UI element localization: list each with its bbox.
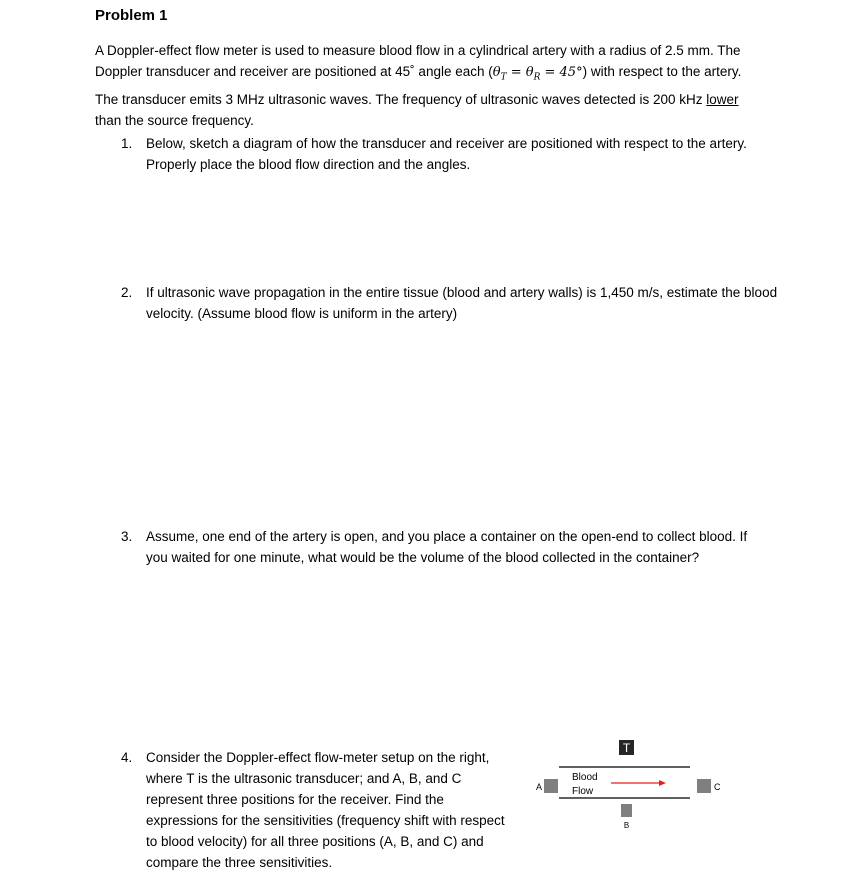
question-text: Below, sketch a diagram of how the transducer and receiver are positioned with respect to the artery. Properly place the blood flow direction and the angles. bbox=[146, 136, 747, 172]
question-number: 2. bbox=[121, 285, 133, 300]
receiver-a-label: A bbox=[536, 782, 543, 792]
transducer-label: T bbox=[622, 741, 631, 755]
question-number: 3. bbox=[121, 529, 133, 544]
equals-1: = bbox=[506, 65, 526, 80]
question-3 bbox=[121, 526, 761, 568]
receiver-c-box bbox=[697, 779, 711, 793]
angle-value: = 45° bbox=[540, 65, 583, 80]
question-text: Consider the Doppler-effect flow-meter setup on the right, where T is the ultrasonic transducer; and A, B, and C represent three positions for the receiver. Find the expressions for the sensitivities (frequency shift with respect to blood velocity) for all three positions (A, B, and C) and compare the three sensitivities. bbox=[146, 750, 505, 870]
blood-flow-label-line1: Blood bbox=[572, 772, 598, 783]
doppler-setup-diagram bbox=[530, 730, 740, 840]
underlined-lower: lower bbox=[706, 91, 739, 107]
receiver-c-label: C bbox=[714, 782, 721, 792]
question-2 bbox=[121, 282, 781, 324]
intro-text-2: ) with respect to the artery. The transducer emits 3 MHz ultrasonic waves. The frequency of ultrasonic waves detected is 200 kHz bbox=[95, 64, 742, 107]
question-1 bbox=[121, 133, 761, 175]
blood-flow-arrow-head bbox=[659, 780, 666, 786]
problem-title: Problem 1 bbox=[95, 7, 168, 24]
question-4 bbox=[121, 747, 511, 873]
theta-r: $\theta_R$ bbox=[525, 65, 541, 83]
intro-text-1: A Doppler-effect flow meter is used to measure blood flow in a cylindrical artery with a radius of 2.5 mm. The Doppler transducer and receiver are positioned at 45˚ angle each ( bbox=[95, 43, 741, 79]
question-number: 1. bbox=[121, 136, 133, 151]
receiver-b-label: B bbox=[623, 821, 630, 830]
theta-t: $\theta_T$ bbox=[492, 65, 507, 83]
problem-intro bbox=[95, 40, 755, 131]
intro-text-3: than the source frequency. bbox=[95, 112, 254, 128]
receiver-a-box bbox=[544, 779, 558, 793]
blood-flow-label-line2: Flow bbox=[572, 786, 594, 797]
question-number: 4. bbox=[121, 750, 133, 765]
receiver-b-box bbox=[621, 804, 632, 817]
question-text: Assume, one end of the artery is open, and you place a container on the open-end to collect blood. If you waited for one minute, what would be the volume of the blood collected in the container? bbox=[146, 529, 748, 565]
question-text: If ultrasonic wave propagation in the entire tissue (blood and artery walls) is 1,450 m/s, estimate the blood velocity. (Assume blood flow is uniform in the artery) bbox=[146, 285, 778, 321]
